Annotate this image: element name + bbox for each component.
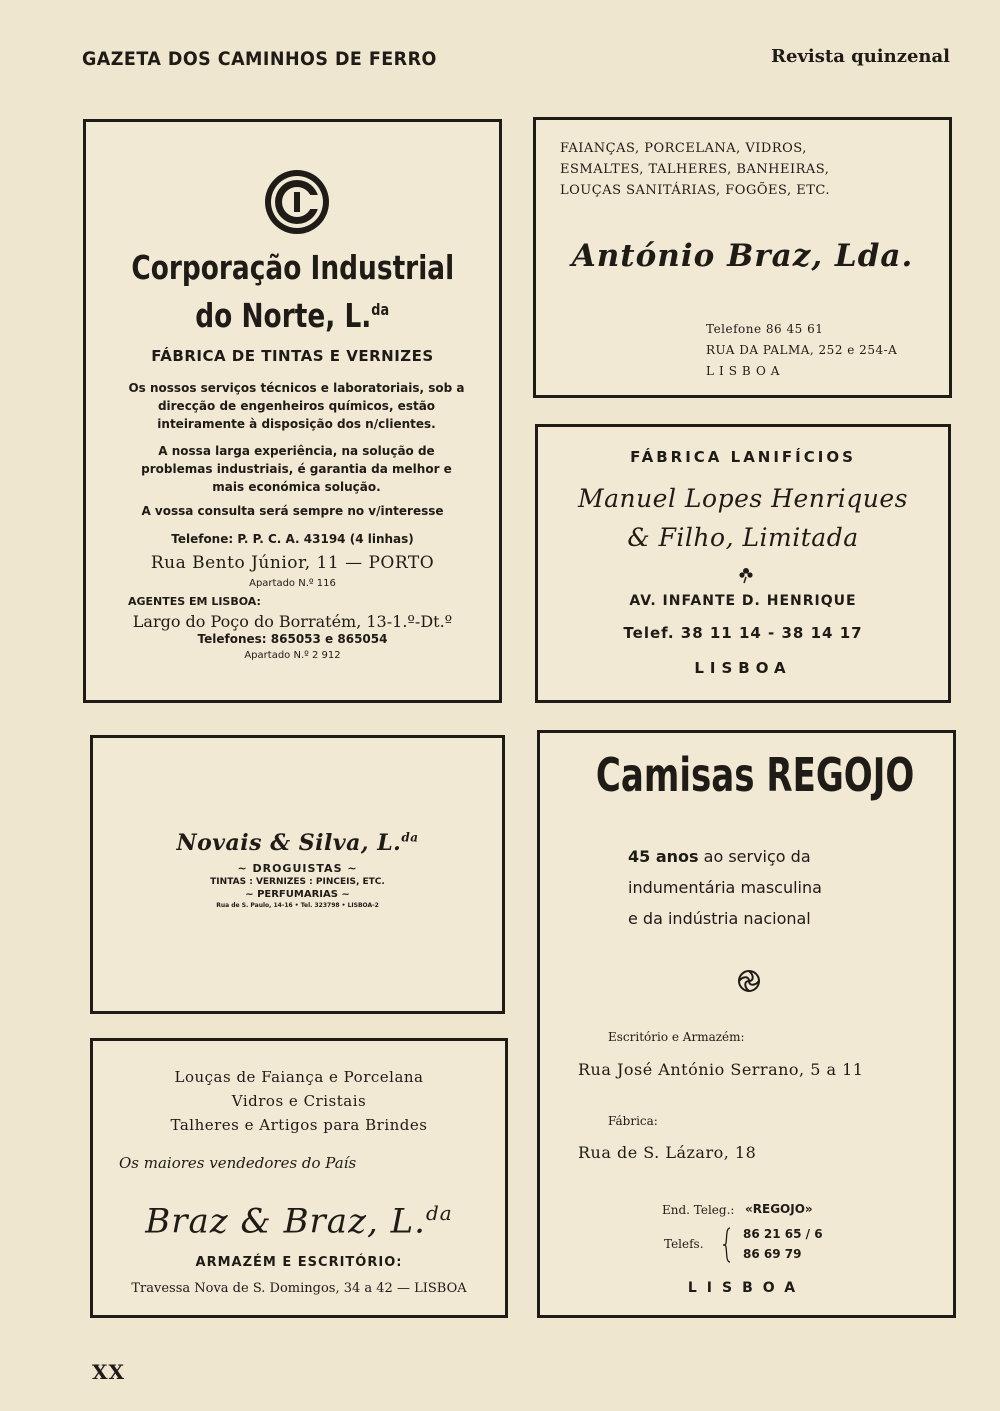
brace-icon <box>722 1227 732 1263</box>
factory-address: Rua de S. Lázaro, 18 <box>578 1143 757 1162</box>
products-line-2: Vidros e Cristais <box>231 1092 367 1110</box>
lisbon-address: Largo do Poço do Borratém, 13-1.º-Dt.º <box>132 612 453 631</box>
flower-ornament-icon <box>737 566 755 584</box>
goods-list: FAIANÇAS, PORCELANA, VIDROS, ESMALTES, TALHERES, BANHEIRAS, LOUÇAS SANITÁRIAS, FOGÕES, ETC. <box>560 141 830 198</box>
products-line-3: Talheres e Artigos para Brindes <box>170 1116 428 1134</box>
ad-corporacao-industrial <box>83 119 502 703</box>
office-address: Rua José António Serrano, 5 a 11 <box>578 1060 864 1079</box>
company-name: Novais & Silva, L.$^{da}$ <box>176 830 419 856</box>
journal-subtitle: Revista quinzenal <box>771 46 950 67</box>
ad-braz-braz <box>90 1038 508 1318</box>
company-name: Corporação Industrial do Norte, L.$^{da}$ <box>131 248 454 335</box>
brand-description: 45 anos ao serviço da indumentária masculina e da indústria nacional <box>628 847 822 928</box>
porto-address: Rua Bento Júnior, 11 — PORTO <box>150 553 435 573</box>
ad-camisas-regojo <box>537 730 956 1318</box>
page-number: XX <box>92 1360 126 1384</box>
tagline: Os maiores vendedores do País <box>119 1154 357 1172</box>
consult-line: A vossa consulta será sempre no v/interesse <box>141 504 444 518</box>
ad-fabrica-lanificios <box>535 424 951 703</box>
lisbon-phones: Telefones: 865053 e 865054 <box>197 632 388 646</box>
swirl-logo-icon <box>737 969 761 993</box>
journal-title: GAZETA DOS CAMINHOS DE FERRO <box>82 48 437 70</box>
phone-line: Telef. 38 11 14 - 38 14 17 <box>623 624 863 642</box>
phone-number-1: 86 21 65 / 6 <box>743 1227 823 1241</box>
perfumarias-line: ~ PERFUMARIAS ~ <box>245 889 350 900</box>
cin-monogram-icon <box>263 168 331 236</box>
experience-paragraph: A nossa larga experiência, na solução de problemas industriais, é garantia da melhor e mais económica solução. <box>141 444 452 494</box>
contact-info: Telefone 86 45 61 RUA DA PALMA, 252 e 254-A LISBOA <box>706 322 898 378</box>
agents-label: AGENTES EM LISBOA: <box>128 595 261 608</box>
porto-apartado: Apartado N.º 116 <box>249 578 336 589</box>
telephone-line: Telefone: P. P. C. A. 43194 (4 linhas) <box>171 532 414 546</box>
products-line-1: Louças de Faiança e Porcelana <box>174 1068 424 1086</box>
office-label: Escritório e Armazém: <box>608 1030 745 1044</box>
telegraph-label: End. Teleg.: <box>662 1203 735 1217</box>
page-header <box>82 44 950 78</box>
factory-label: Fábrica: <box>608 1114 658 1128</box>
telegraph-value: «REGOJO» <box>745 1202 813 1216</box>
droguistas-line: ~ DROGUISTAS ~ <box>237 862 358 875</box>
lisbon-apartado: Apartado N.º 2 912 <box>244 650 341 661</box>
phone-number-2: 86 69 79 <box>743 1247 802 1261</box>
products-line: TINTAS : VERNIZES : PINCEIS, ETC. <box>210 877 385 887</box>
phones-label: Telefs. <box>664 1237 704 1251</box>
ad-antonio-braz <box>533 117 952 398</box>
company-name: António Braz, Lda. <box>571 238 914 274</box>
ad-novais-silva <box>90 735 505 1014</box>
company-name: Manuel Lopes Henriques & Filho, Limitada <box>577 484 909 552</box>
address-line: Rua de S. Paulo, 14-16 • Tel. 323798 • LISBOA-2 <box>216 902 379 909</box>
address-line: Travessa Nova de S. Domingos, 34 a 42 — LISBOA <box>131 1281 467 1296</box>
services-paragraph: Os nossos serviços técnicos e laboratoriais, sob a direcção de engenheiros químicos, estão inteiramente à disposição dos n/clientes. <box>128 381 465 431</box>
city-line: LISBOA <box>694 659 792 677</box>
armazem-label: ARMAZÉM E ESCRITÓRIO: <box>195 1255 403 1270</box>
company-name: Braz & Braz, L.$^{da}$ <box>145 1201 453 1242</box>
brand-title: Camisas REGOJO <box>595 748 915 802</box>
address-line: AV. INFANTE D. HENRIQUE <box>629 593 857 609</box>
factory-heading: FÁBRICA LANIFÍCIOS <box>630 448 856 466</box>
company-subtitle: FÁBRICA DE TINTAS E VERNIZES <box>151 347 434 365</box>
city-line: LISBOA <box>687 1280 806 1296</box>
